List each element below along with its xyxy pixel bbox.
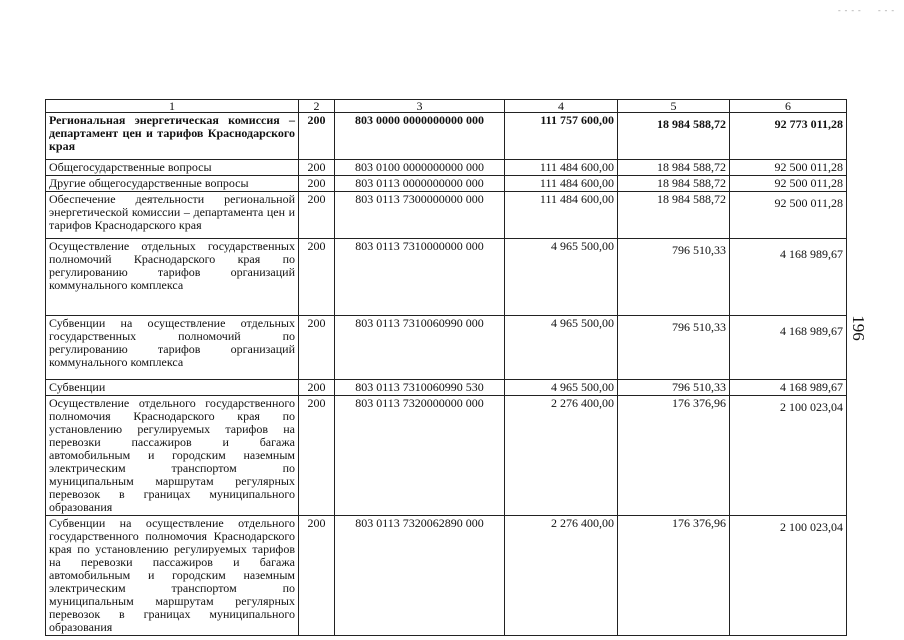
row-col2: 200 — [299, 192, 335, 239]
row-code: 803 0113 7310060990 000 — [335, 316, 505, 380]
row-col5: 176 376,96 — [618, 516, 730, 636]
row-col5: 796 510,33 — [618, 380, 730, 396]
row-col5: 796 510,33 — [618, 316, 730, 380]
row-name: Субвенции на осуществление отдельных государственных полномочий по регулированию тарифов организаций коммунального комплекса — [46, 316, 299, 380]
row-code: 803 0113 7310000000 000 — [335, 239, 505, 316]
row-code: 803 0113 7310060990 530 — [335, 380, 505, 396]
column-header: 6 — [730, 100, 847, 113]
row-col4: 4 965 500,00 — [505, 380, 618, 396]
table-row — [46, 380, 847, 396]
row-col2: 200 — [299, 396, 335, 516]
row-name: Обеспечение деятельности региональной энергетической комиссии – департамента цен и тарифов Краснодарского края — [46, 192, 299, 239]
table-header-row — [46, 100, 847, 113]
row-code: 803 0113 7320062890 000 — [335, 516, 505, 636]
row-col5: 18 984 588,72 — [618, 192, 730, 239]
row-col5: 176 376,96 — [618, 396, 730, 516]
row-col6: 92 500 011,28 — [730, 192, 847, 239]
row-name: Осуществление отдельных государственных полномочий Краснодарского края по регулированию тарифов организаций коммунального комплекса — [46, 239, 299, 316]
table-row — [46, 239, 847, 316]
row-col2: 200 — [299, 516, 335, 636]
budget-table — [45, 99, 847, 636]
row-col4: 2 276 400,00 — [505, 516, 618, 636]
row-name: Общегосударственные вопросы — [46, 160, 299, 176]
row-code: 803 0113 0000000000 000 — [335, 176, 505, 192]
row-col5: 18 984 588,72 — [618, 113, 730, 160]
row-col6: 4 168 989,67 — [730, 316, 847, 380]
column-header: 1 — [46, 100, 299, 113]
row-col6: 2 100 023,04 — [730, 396, 847, 516]
row-col6: 2 100 023,04 — [730, 516, 847, 636]
row-col4: 111 484 600,00 — [505, 192, 618, 239]
table-row — [46, 160, 847, 176]
row-col2: 200 — [299, 176, 335, 192]
row-col4: 4 965 500,00 — [505, 239, 618, 316]
table-row — [46, 316, 847, 380]
row-code: 803 0100 0000000000 000 — [335, 160, 505, 176]
row-col6: 92 500 011,28 — [730, 160, 847, 176]
row-code: 803 0000 0000000000 000 — [335, 113, 505, 160]
column-header: 5 — [618, 100, 730, 113]
row-col2: 200 — [299, 160, 335, 176]
corner-mark: - - - - — [838, 6, 862, 15]
row-col2: 200 — [299, 113, 335, 160]
page-number: 196 — [848, 315, 868, 341]
row-col2: 200 — [299, 380, 335, 396]
column-header: 4 — [505, 100, 618, 113]
corner-mark: - - - — [878, 6, 895, 15]
row-col6: 92 500 011,28 — [730, 176, 847, 192]
row-col6: 4 168 989,67 — [730, 239, 847, 316]
row-col5: 796 510,33 — [618, 239, 730, 316]
table-row — [46, 516, 847, 636]
table-row — [46, 192, 847, 239]
row-col4: 111 757 600,00 — [505, 113, 618, 160]
row-col6: 92 773 011,28 — [730, 113, 847, 160]
row-name: Осуществление отдельного государственного полномочия Краснодарского края по установлению регулируемых тарифов на перевозки пассажиров и багажа автомобильным и городским наземным электрическим транспортом по муниципальным маршрутам регулярных перевозок в границах муниципального образования — [46, 396, 299, 516]
row-col4: 4 965 500,00 — [505, 316, 618, 380]
row-col4: 2 276 400,00 — [505, 396, 618, 516]
row-name: Региональная энергетическая комиссия – департамент цен и тарифов Краснодарского края — [46, 113, 299, 160]
row-col5: 18 984 588,72 — [618, 176, 730, 192]
column-header: 2 — [299, 100, 335, 113]
row-col4: 111 484 600,00 — [505, 160, 618, 176]
table-row — [46, 176, 847, 192]
row-name: Субвенции на осуществление отдельного государственного полномочия Краснодарского края по установлению регулируемых тарифов на перевозки пассажиров и багажа автомобильным и городским наземным электрическим транспортом по муниципальным маршрутам регулярных перевозок в границах муниципального образования — [46, 516, 299, 636]
row-col2: 200 — [299, 239, 335, 316]
row-name: Субвенции — [46, 380, 299, 396]
table-row — [46, 113, 847, 160]
row-col5: 18 984 588,72 — [618, 160, 730, 176]
table-row — [46, 396, 847, 516]
row-col2: 200 — [299, 316, 335, 380]
row-code: 803 0113 7300000000 000 — [335, 192, 505, 239]
row-col4: 111 484 600,00 — [505, 176, 618, 192]
column-header: 3 — [335, 100, 505, 113]
row-col6: 4 168 989,67 — [730, 380, 847, 396]
row-name: Другие общегосударственные вопросы — [46, 176, 299, 192]
row-code: 803 0113 7320000000 000 — [335, 396, 505, 516]
